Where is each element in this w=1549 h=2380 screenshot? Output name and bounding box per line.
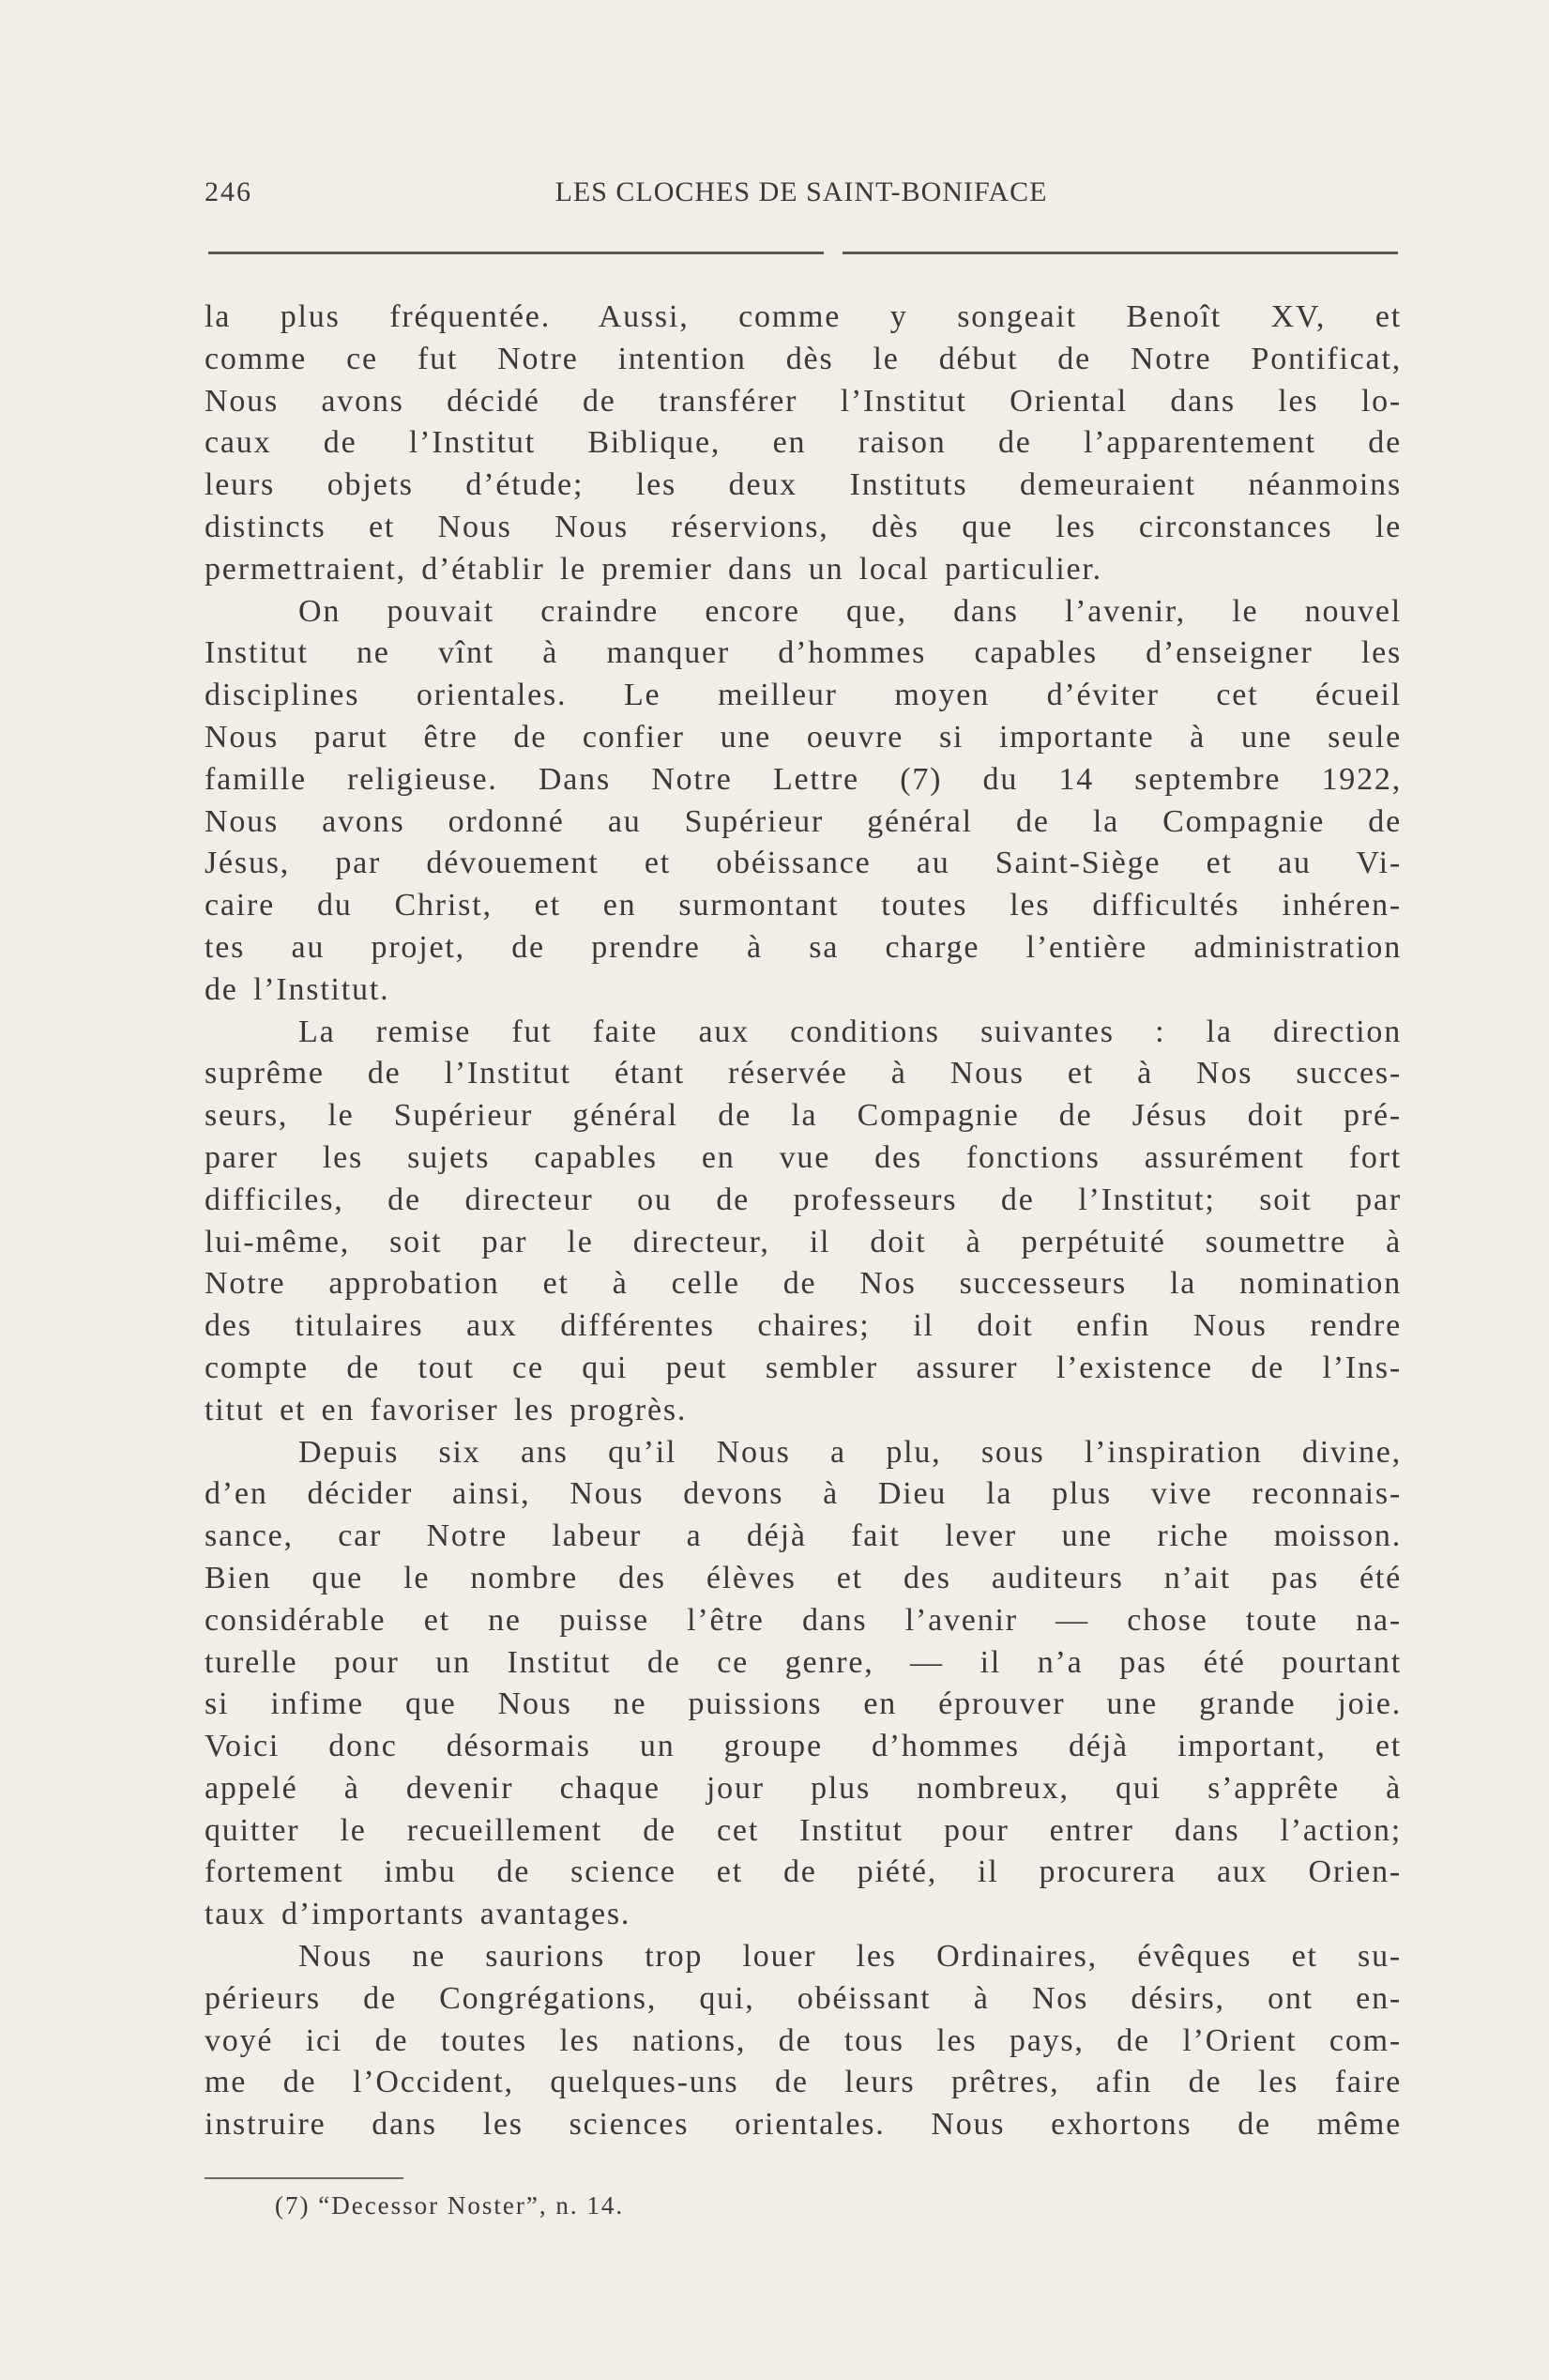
header-rule-right (843, 252, 1398, 254)
text-line: des titulaires aux différentes chaires; il doit enfin Nous rendre (205, 1308, 1402, 1344)
text-line: suprême de l’Institut étant réservée à Nous et à Nos succes- (205, 1056, 1402, 1091)
text-line: titut et en favoriser les progrès. (205, 1392, 688, 1427)
text-line: tes au projet, de prendre à sa charge l’entière administration (205, 929, 1402, 965)
text-line: turelle pour un Institut de ce genre, — il n’a pas été pourtant (205, 1644, 1402, 1680)
footnote: (7) “Decessor Noster”, n. 14. (275, 2191, 625, 2220)
text-line: la plus fréquentée. Aussi, comme y songeait Benoît XV, et (205, 299, 1402, 334)
text-line: sance, car Notre labeur a déjà fait lever une riche moisson. (205, 1518, 1402, 1554)
running-header (205, 176, 1398, 214)
text-line: d’en décider ainsi, Nous devons à Dieu la plus vive reconnais- (205, 1476, 1402, 1512)
text-line: parer les sujets capables en vue des fonctions assurément fort (205, 1139, 1402, 1175)
paragraph-first-line: La remise fut faite aux conditions suivantes : la direction (298, 1014, 1402, 1049)
text-line: Nous parut être de confier une oeuvre si importante à une seule (205, 719, 1402, 755)
text-line: périeurs de Congrégations, qui, obéissant à Nos désirs, ont en- (205, 1980, 1402, 2016)
text-line: instruire dans les sciences orientales. Nous exhortons de même (205, 2107, 1402, 2143)
text-line: Bien que le nombre des élèves et des auditeurs n’ait pas été (205, 1560, 1402, 1595)
text-line: distincts et Nous Nous réservions, dès que les circonstances le (205, 509, 1402, 544)
text-line: voyé ici de toutes les nations, de tous les pays, de l’Orient com- (205, 2022, 1402, 2058)
text-line: Nous avons décidé de transférer l’Institut Oriental dans les lo- (205, 383, 1402, 419)
text-line: permettraient, d’établir le premier dans un local particulier. (205, 551, 1102, 587)
text-line: compte de tout ce qui peut sembler assurer l’existence de l’Ins- (205, 1350, 1402, 1385)
text-line: Nous avons ordonné au Supérieur général de la Compagnie de (205, 803, 1402, 839)
text-line: disciplines orientales. Le meilleur moyen d’éviter cet écueil (205, 678, 1402, 713)
text-line: seurs, le Supérieur général de la Compagnie de Jésus doit pré- (205, 1098, 1402, 1134)
text-line: considérable et ne puisse l’être dans l’avenir — chose toute na- (205, 1602, 1402, 1638)
text-line: si infime que Nous ne puissions en éprouver une grande joie. (205, 1686, 1402, 1722)
text-line: Notre approbation et à celle de Nos successeurs la nomination (205, 1266, 1402, 1302)
text-line: appelé à devenir chaque jour plus nombreux, qui s’apprête à (205, 1770, 1402, 1806)
footnote-rule (205, 2177, 403, 2179)
running-title: LES CLOCHES DE SAINT-BONIFACE (554, 176, 1048, 207)
paragraph-first-line: On pouvait craindre encore que, dans l’avenir, le nouvel (298, 593, 1402, 629)
paragraph-first-line: Nous ne saurions trop louer les Ordinaires, évêques et su- (298, 1939, 1402, 1975)
text-line: caux de l’Institut Biblique, en raison de l’apparentement de (205, 425, 1402, 461)
text-line: famille religieuse. Dans Notre Lettre (7) du 14 septembre 1922, (205, 761, 1402, 797)
text-line: Institut ne vînt à manquer d’hommes capables d’enseigner les (205, 635, 1402, 671)
page-number: 246 (205, 176, 252, 207)
text-line: leurs objets d’étude; les deux Instituts demeuraient néanmoins (205, 467, 1402, 503)
text-line: lui-même, soit par le directeur, il doit à perpétuité soumettre à (205, 1224, 1402, 1259)
text-line: fortement imbu de science et de piété, il procurera aux Orien- (205, 1854, 1402, 1890)
text-line: de l’Institut. (205, 971, 390, 1007)
text-line: me de l’Occident, quelques-uns de leurs prêtres, afin de les faire (205, 2065, 1402, 2100)
text-line: quitter le recueillement de cet Institut pour entrer dans l’action; (205, 1812, 1402, 1848)
header-rule-left (208, 252, 824, 254)
paragraph-first-line: Depuis six ans qu’il Nous a plu, sous l’inspiration divine, (298, 1434, 1402, 1470)
body-text (205, 297, 1402, 2146)
text-line: taux d’importants avantages. (205, 1897, 631, 1932)
text-line: difficiles, de directeur ou de professeurs de l’Institut; soit par (205, 1182, 1402, 1217)
text-line: Jésus, par dévouement et obéissance au Saint-Siège et au Vi- (205, 846, 1402, 881)
text-line: caire du Christ, et en surmontant toutes les difficultés inhéren- (205, 888, 1402, 923)
text-line: Voici donc désormais un groupe d’hommes déjà important, et (205, 1729, 1402, 1764)
text-line: comme ce fut Notre intention dès le début de Notre Pontificat, (205, 341, 1402, 376)
